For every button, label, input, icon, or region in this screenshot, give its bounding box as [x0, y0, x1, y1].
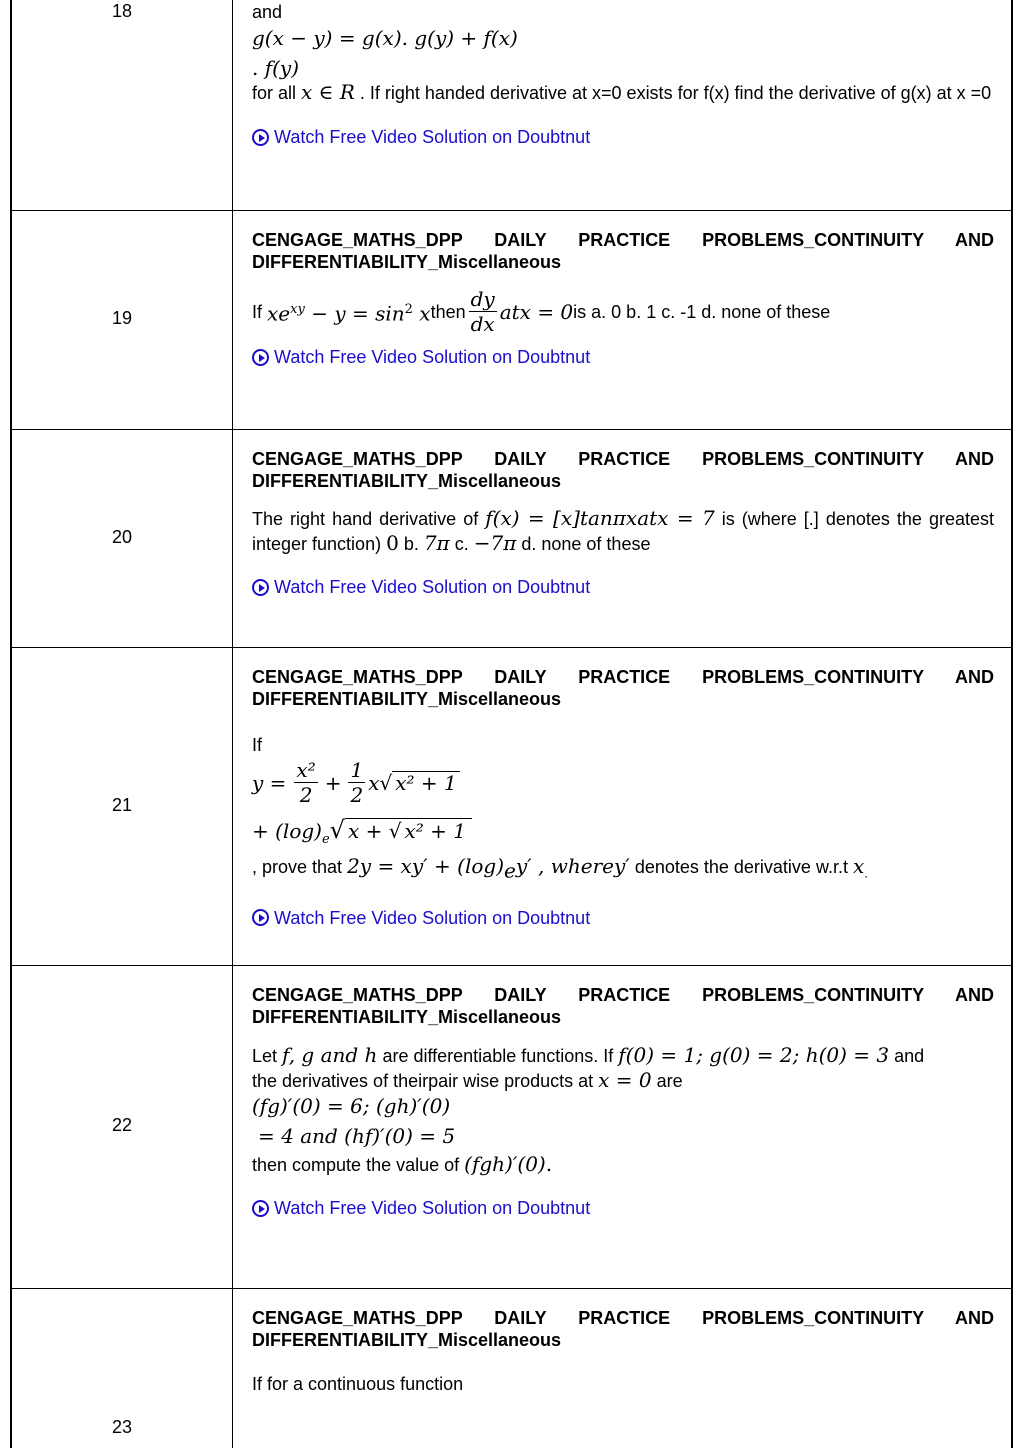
question-text: If for a continuous function — [252, 1374, 464, 1394]
video-solution-link[interactable] — [252, 346, 994, 371]
text-span: . If right handed derivative at x=0 exists for f(x) find the derivative of g(x) at x =0 — [354, 83, 992, 103]
question-text: and — [252, 2, 283, 22]
question-row-22 — [12, 965, 1013, 1288]
question-number: 18 — [111, 1, 133, 21]
text-span: then — [430, 301, 466, 322]
question-body — [252, 448, 994, 601]
equation: . f(y) — [252, 56, 300, 80]
question-header: CENGAGE_MATHS_DPP DAILY PRACTICE PROBLEMS_CONTINUITY AND DIFFERENTIABILITY_Miscellaneous — [252, 1308, 994, 1350]
link-label: Watch Free Video Solution on Doubtnut — [274, 127, 591, 147]
link-label: Watch Free Video Solution on Doubtnut — [274, 347, 591, 367]
video-solution-link[interactable] — [252, 907, 994, 932]
questions-table — [10, 0, 1013, 1448]
play-circle-icon — [252, 579, 269, 596]
play-circle-icon — [252, 1200, 269, 1217]
question-text: If — [252, 735, 263, 755]
equation: g(x − y) = g(x). g(y) + f(x) — [252, 26, 518, 50]
question-number: 23 — [111, 1417, 133, 1437]
question-body — [252, 984, 994, 1222]
question-number: 21 — [111, 795, 133, 815]
video-solution-link[interactable] — [252, 126, 994, 151]
text-span: for all — [252, 83, 302, 103]
question-number: 20 — [111, 527, 133, 547]
question-text: , prove that $2y = xy' + (\log)_ey'$ , wherey′ denotes the derivative w.r.t $x_.$ — [252, 854, 868, 883]
question-row-23 — [12, 1288, 1013, 1448]
question-header: CENGAGE_MATHS_DPP DAILY PRACTICE PROBLEMS_CONTINUITY AND DIFFERENTIABILITY_Miscellaneous — [252, 667, 994, 709]
question-body — [252, 1307, 994, 1395]
video-solution-link[interactable] — [252, 1197, 994, 1222]
text-span: is a. 0 b. 1 c. -1 d. none of these — [573, 301, 831, 322]
question-text — [252, 81, 994, 104]
text-span: If — [252, 301, 263, 322]
question-text: then compute the value of (fgh)′(0). — [252, 1152, 553, 1176]
question-header: CENGAGE_MATHS_DPP DAILY PRACTICE PROBLEMS_CONTINUITY AND DIFFERENTIABILITY_Miscellaneous — [252, 449, 994, 491]
question-number: 19 — [111, 308, 133, 328]
play-circle-icon — [252, 129, 269, 146]
video-solution-link[interactable] — [252, 576, 994, 601]
question-row-18 — [12, 0, 1013, 210]
question-body — [252, 1, 994, 151]
question-row-21 — [12, 647, 1013, 965]
equation: (fg)′(0) = 6; (gh)′(0) — [252, 1094, 451, 1118]
question-text: Let f, g and h are differentiable functions. If f(0) = 1; g(0) = 2; h(0) = 3 and — [252, 1043, 925, 1067]
fraction: $\frac{dy}{dx}$ — [470, 287, 495, 336]
question-row-19 — [12, 210, 1013, 429]
play-circle-icon — [252, 909, 269, 926]
equation: + $(\log)_e√$ x + √ x² + 1 — [252, 815, 994, 855]
link-label: Watch Free Video Solution on Doubtnut — [274, 1198, 591, 1218]
question-body — [252, 666, 994, 931]
question-text: the derivatives of theirpair wise products at x = 0 are — [252, 1068, 683, 1092]
math-span: $xe^{xy} - y = \sin^2 x$ — [267, 301, 431, 326]
equation: y = $\frac{\text{x²}}{2}$ + $\frac{1}{2}$ x √ x² + 1 — [252, 758, 994, 807]
question-number: 22 — [111, 1115, 133, 1135]
question-row-20 — [12, 429, 1013, 647]
question-text — [252, 287, 994, 336]
math-span: x ∈ R — [301, 80, 355, 104]
link-label: Watch Free Video Solution on Doubtnut — [274, 907, 591, 928]
question-header: CENGAGE_MATHS_DPP DAILY PRACTICE PROBLEMS_CONTINUITY AND DIFFERENTIABILITY_Miscellaneous — [252, 230, 994, 272]
equation: = 4 and (hf)′(0) = 5 — [258, 1124, 456, 1148]
question-text: The right hand derivative of f(x) = [x]tanπxatx = 7 is (where [.] denotes the greatest integer function) 0 b. 7π c. −7π d. none of these — [252, 506, 994, 555]
link-label: Watch Free Video Solution on Doubtnut — [274, 577, 591, 597]
question-body — [252, 229, 994, 371]
play-circle-icon — [252, 349, 269, 366]
math-span: atx = 0 — [499, 299, 574, 324]
question-header: CENGAGE_MATHS_DPP DAILY PRACTICE PROBLEMS_CONTINUITY AND DIFFERENTIABILITY_Miscellaneous — [252, 985, 994, 1027]
